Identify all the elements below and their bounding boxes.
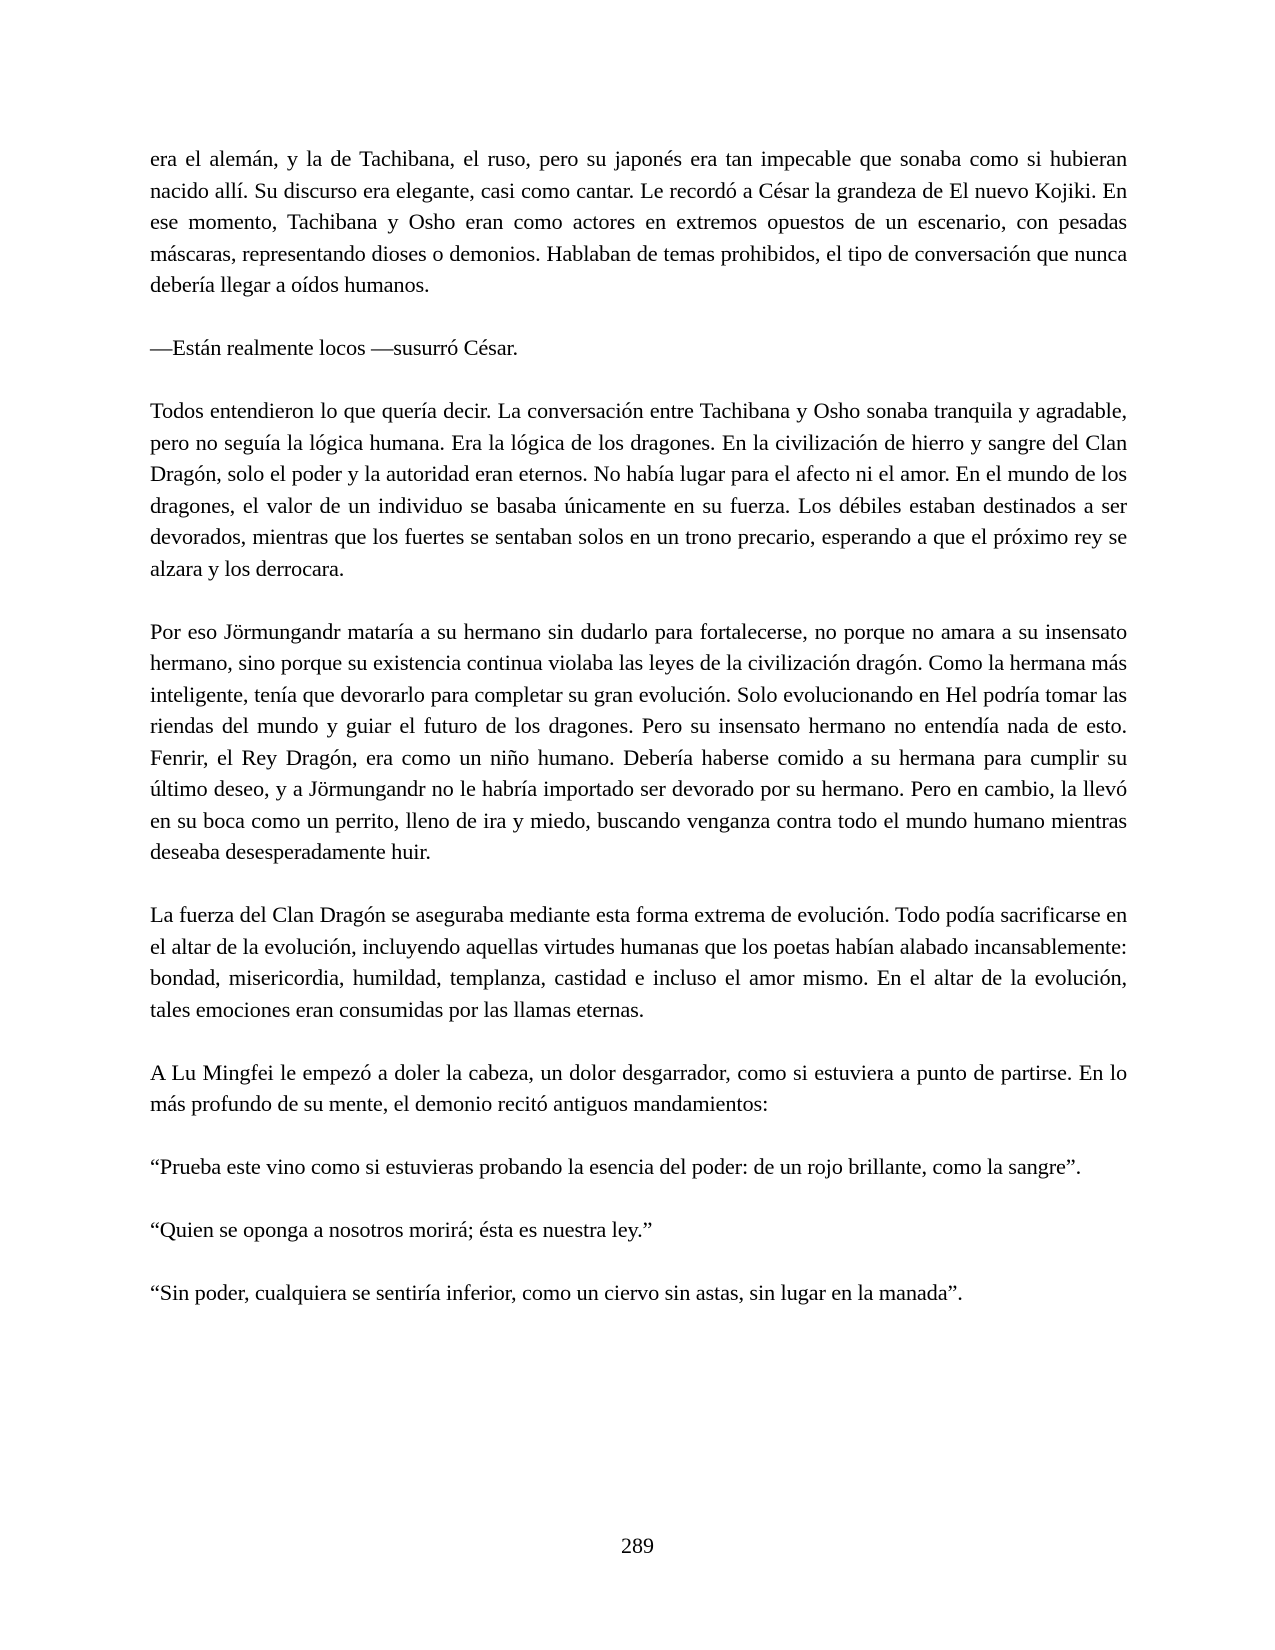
paragraph-jormungandr: Por eso Jörmungandr mataría a su hermano sin dudarlo para fortalecerse, no porque no amara a su insensato hermano, sino porque su existencia continua violaba las leyes de la civilización dragón. Como la hermana más inteligente, tenía que devorarlo para completar su gran evolución. Solo evolucionando en Hel podría tomar las riendas del mundo y guiar el futuro de los dragones. Pero su insensato hermano no entendía nada de esto. Fenrir, el Rey Dragón, era como un niño humano. Debería haberse comido a su hermana para cumplir su último deseo, y a Jörmungandr no le habría importado ser devorado por su hermano. Pero en cambio, la llevó en su boca como un perrito, lleno de ira y miedo, buscando venganza contra todo el mundo humano mientras deseaba desesperadamente huir. [150,618,1127,864]
paragraph-lu-mingfei: A Lu Mingfei le empezó a doler la cabeza, un dolor desgarrador, como si estuviera a punto de partirse. En lo más profundo de su mente, el demonio recitó antiguos mandamientos: [150,1059,1127,1116]
quote-law: “Quien se oponga a nosotros morirá; ésta es nuestra ley.” [150,1217,653,1242]
paragraph-dragon-clan-evolution: La fuerza del Clan Dragón se aseguraba mediante esta forma extrema de evolución. Todo podía sacrificarse en el altar de la evolución, incluyendo aquellas virtudes humanas que los poetas habían alabado incansablemente: bondad, misericordia, humildad, templanza, castidad e incluso el amor mismo. En el altar de la evolución, tales emociones eran consumidas por las llamas eternas. [150,902,1127,1022]
page-body [150,143,1127,1340]
quote-power: “Sin poder, cualquiera se sentiría inferior, como un ciervo sin astas, sin lugar en la manada”. [150,1280,963,1305]
paragraph-dragon-logic: Todos entendieron lo que quería decir. La conversación entre Tachibana y Osho sonaba tranquila y agradable, pero no seguía la lógica humana. Era la lógica de los dragones. En la civilización de hierro y sangre del Clan Dragón, solo el poder y la autoridad eran eternos. No había lugar para el afecto ni el amor. En el mundo de los dragones, el valor de un individuo se basaba únicamente en su fuerza. Los débiles estaban destinados a ser devorados, mientras que los fuertes se sentaban solos en un trono precario, esperando a que el próximo rey se alzara y los derrocara. [150,398,1127,581]
paragraph-tachibana-osho: era el alemán, y la de Tachibana, el ruso, pero su japonés era tan impecable que sonaba como si hubieran nacido allí. Su discurso era elegante, casi como cantar. Le recordó a César la grandeza de El nuevo Kojiki. En ese momento, Tachibana y Osho eran como actores en extremos opuestos de un escenario, con pesadas máscaras, representando dioses o demonios. Hablaban de temas prohibidos, el tipo de conversación que nunca debería llegar a oídos humanos. [150,146,1127,297]
page-number: 289 [621,1533,654,1558]
paragraph-cesar-whisper: —Están realmente locos —susurró César. [150,335,519,360]
quote-wine: “Prueba este vino como si estuvieras probando la esencia del poder: de un rojo brillante, como la sangre”. [150,1154,1082,1179]
